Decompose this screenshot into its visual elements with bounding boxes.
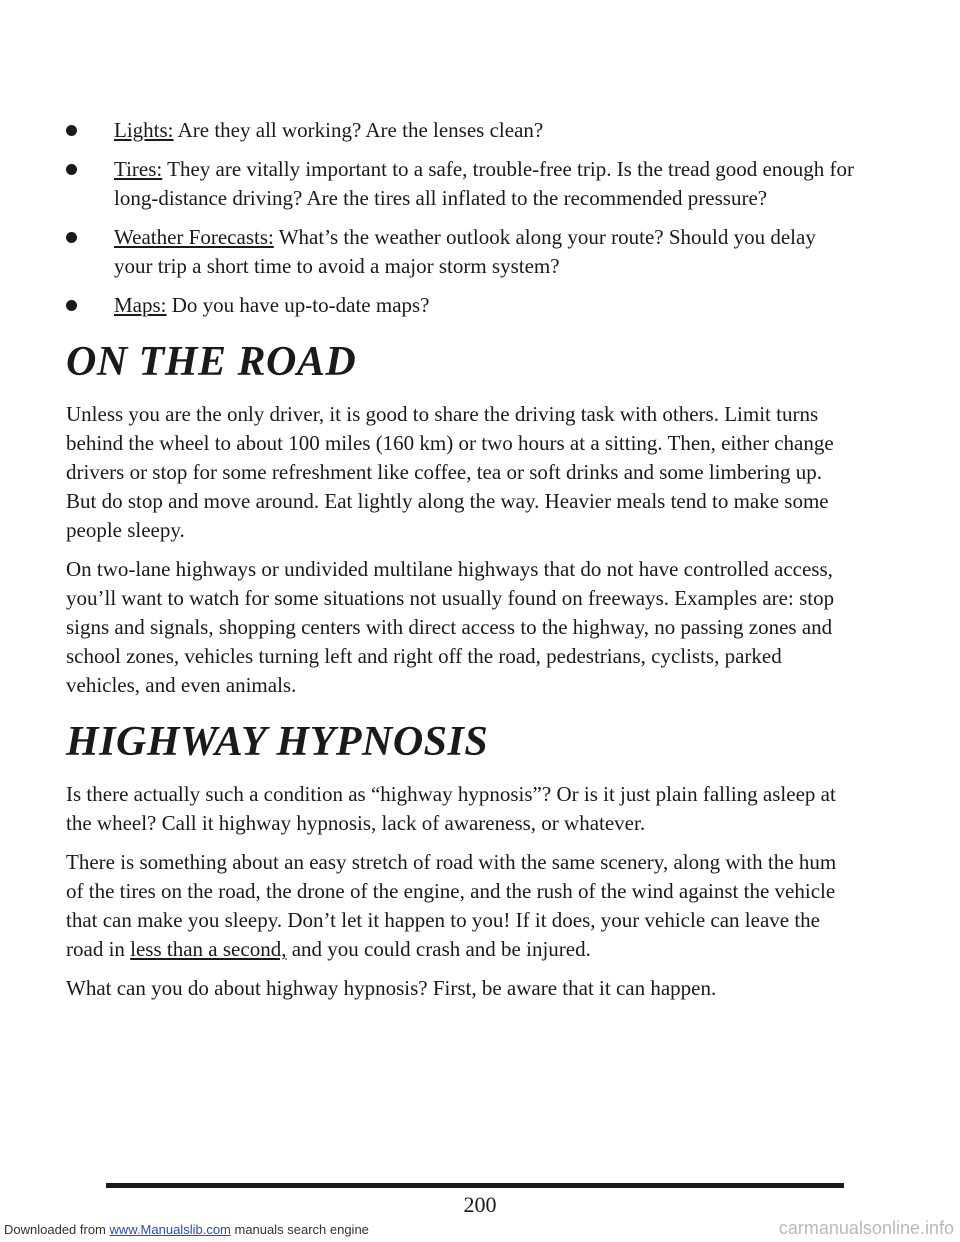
bullet-icon: [66, 300, 77, 311]
download-note: [4, 1222, 369, 1237]
checklist-term: Weather Forecasts:: [114, 225, 274, 249]
manualslib-link[interactable]: www.Manualslib.com: [109, 1222, 231, 1237]
checklist-item-weather: [66, 223, 856, 281]
trip-checklist: [66, 116, 856, 320]
download-suffix: manuals search engine: [230, 1222, 369, 1237]
bullet-icon: [66, 125, 77, 136]
checklist-item-lights: [66, 116, 856, 145]
footer-divider: [106, 1183, 844, 1188]
emphasis-less-than-a-second: less than a second,: [130, 937, 287, 961]
hypnosis-paragraph-2: [66, 848, 856, 964]
checklist-term: Maps:: [114, 293, 167, 317]
hypnosis-paragraph-3: What can you do about highway hypnosis? First, be aware that it can happen.: [66, 976, 717, 1000]
checklist-text: What’s the weather outlook along your route? Should you delay your trip a short time to avoid a major storm system?: [114, 225, 816, 278]
checklist-term: Tires:: [114, 157, 163, 181]
on-the-road-paragraph-1: Unless you are the only driver, it is good to share the driving task with others. Limit turns behind the wheel to about 100 miles (160 km) or two hours at a sitting. Then, either change drivers or stop for some refreshment like coffee, tea or soft drinks and some limbering up. But do stop and move around. Eat lightly along the way. Heavier meals tend to make some people sleepy.: [66, 402, 834, 542]
page-content: [66, 116, 856, 1013]
checklist-item-tires: [66, 155, 856, 213]
checklist-item-maps: [66, 291, 856, 320]
hypnosis-text-after: and you could crash and be injured.: [286, 937, 591, 961]
heading-on-the-road: ON THE ROAD: [66, 339, 357, 385]
download-prefix: Downloaded from: [4, 1222, 110, 1237]
checklist-term: Lights:: [114, 118, 174, 142]
checklist-text: Do you have up-to-date maps?: [166, 293, 430, 317]
hypnosis-paragraph-1: Is there actually such a condition as “highway hypnosis”? Or is it just plain falling asleep at the wheel? Call it highway hypnosis, lack of awareness, or whatever.: [66, 782, 836, 835]
on-the-road-paragraph-2: On two-lane highways or undivided multilane highways that do not have controlled access, you’ll want to watch for some situations not usually found on freeways. Examples are: stop signs and signals, shopping centers with direct access to the highway, no passing zones and school zones, vehicles turning left and right off the road, pedestrians, cyclists, parked vehicles, and even animals.: [66, 557, 835, 697]
heading-highway-hypnosis: HIGHWAY HYPNOSIS: [66, 719, 489, 765]
watermark: carmanualsonline.info: [778, 1218, 954, 1238]
checklist-text: They are vitally important to a safe, trouble-free trip. Is the tread good enough for long-distance driving? Are the tires all inflated to the recommended pressure?: [114, 157, 855, 210]
checklist-text: Are they all working? Are the lenses clean?: [173, 118, 544, 142]
bullet-icon: [66, 164, 77, 175]
bullet-icon: [66, 232, 77, 243]
page-number: 200: [463, 1192, 497, 1217]
hypnosis-text-before: There is something about an easy stretch of road with the same scenery, along with the hum of the tires on the road, the drone of the engine, and the rush of the wind against the vehicle that can make you sleepy. Don’t let it happen to you! If it does, your vehicle can leave the road in: [66, 850, 837, 961]
